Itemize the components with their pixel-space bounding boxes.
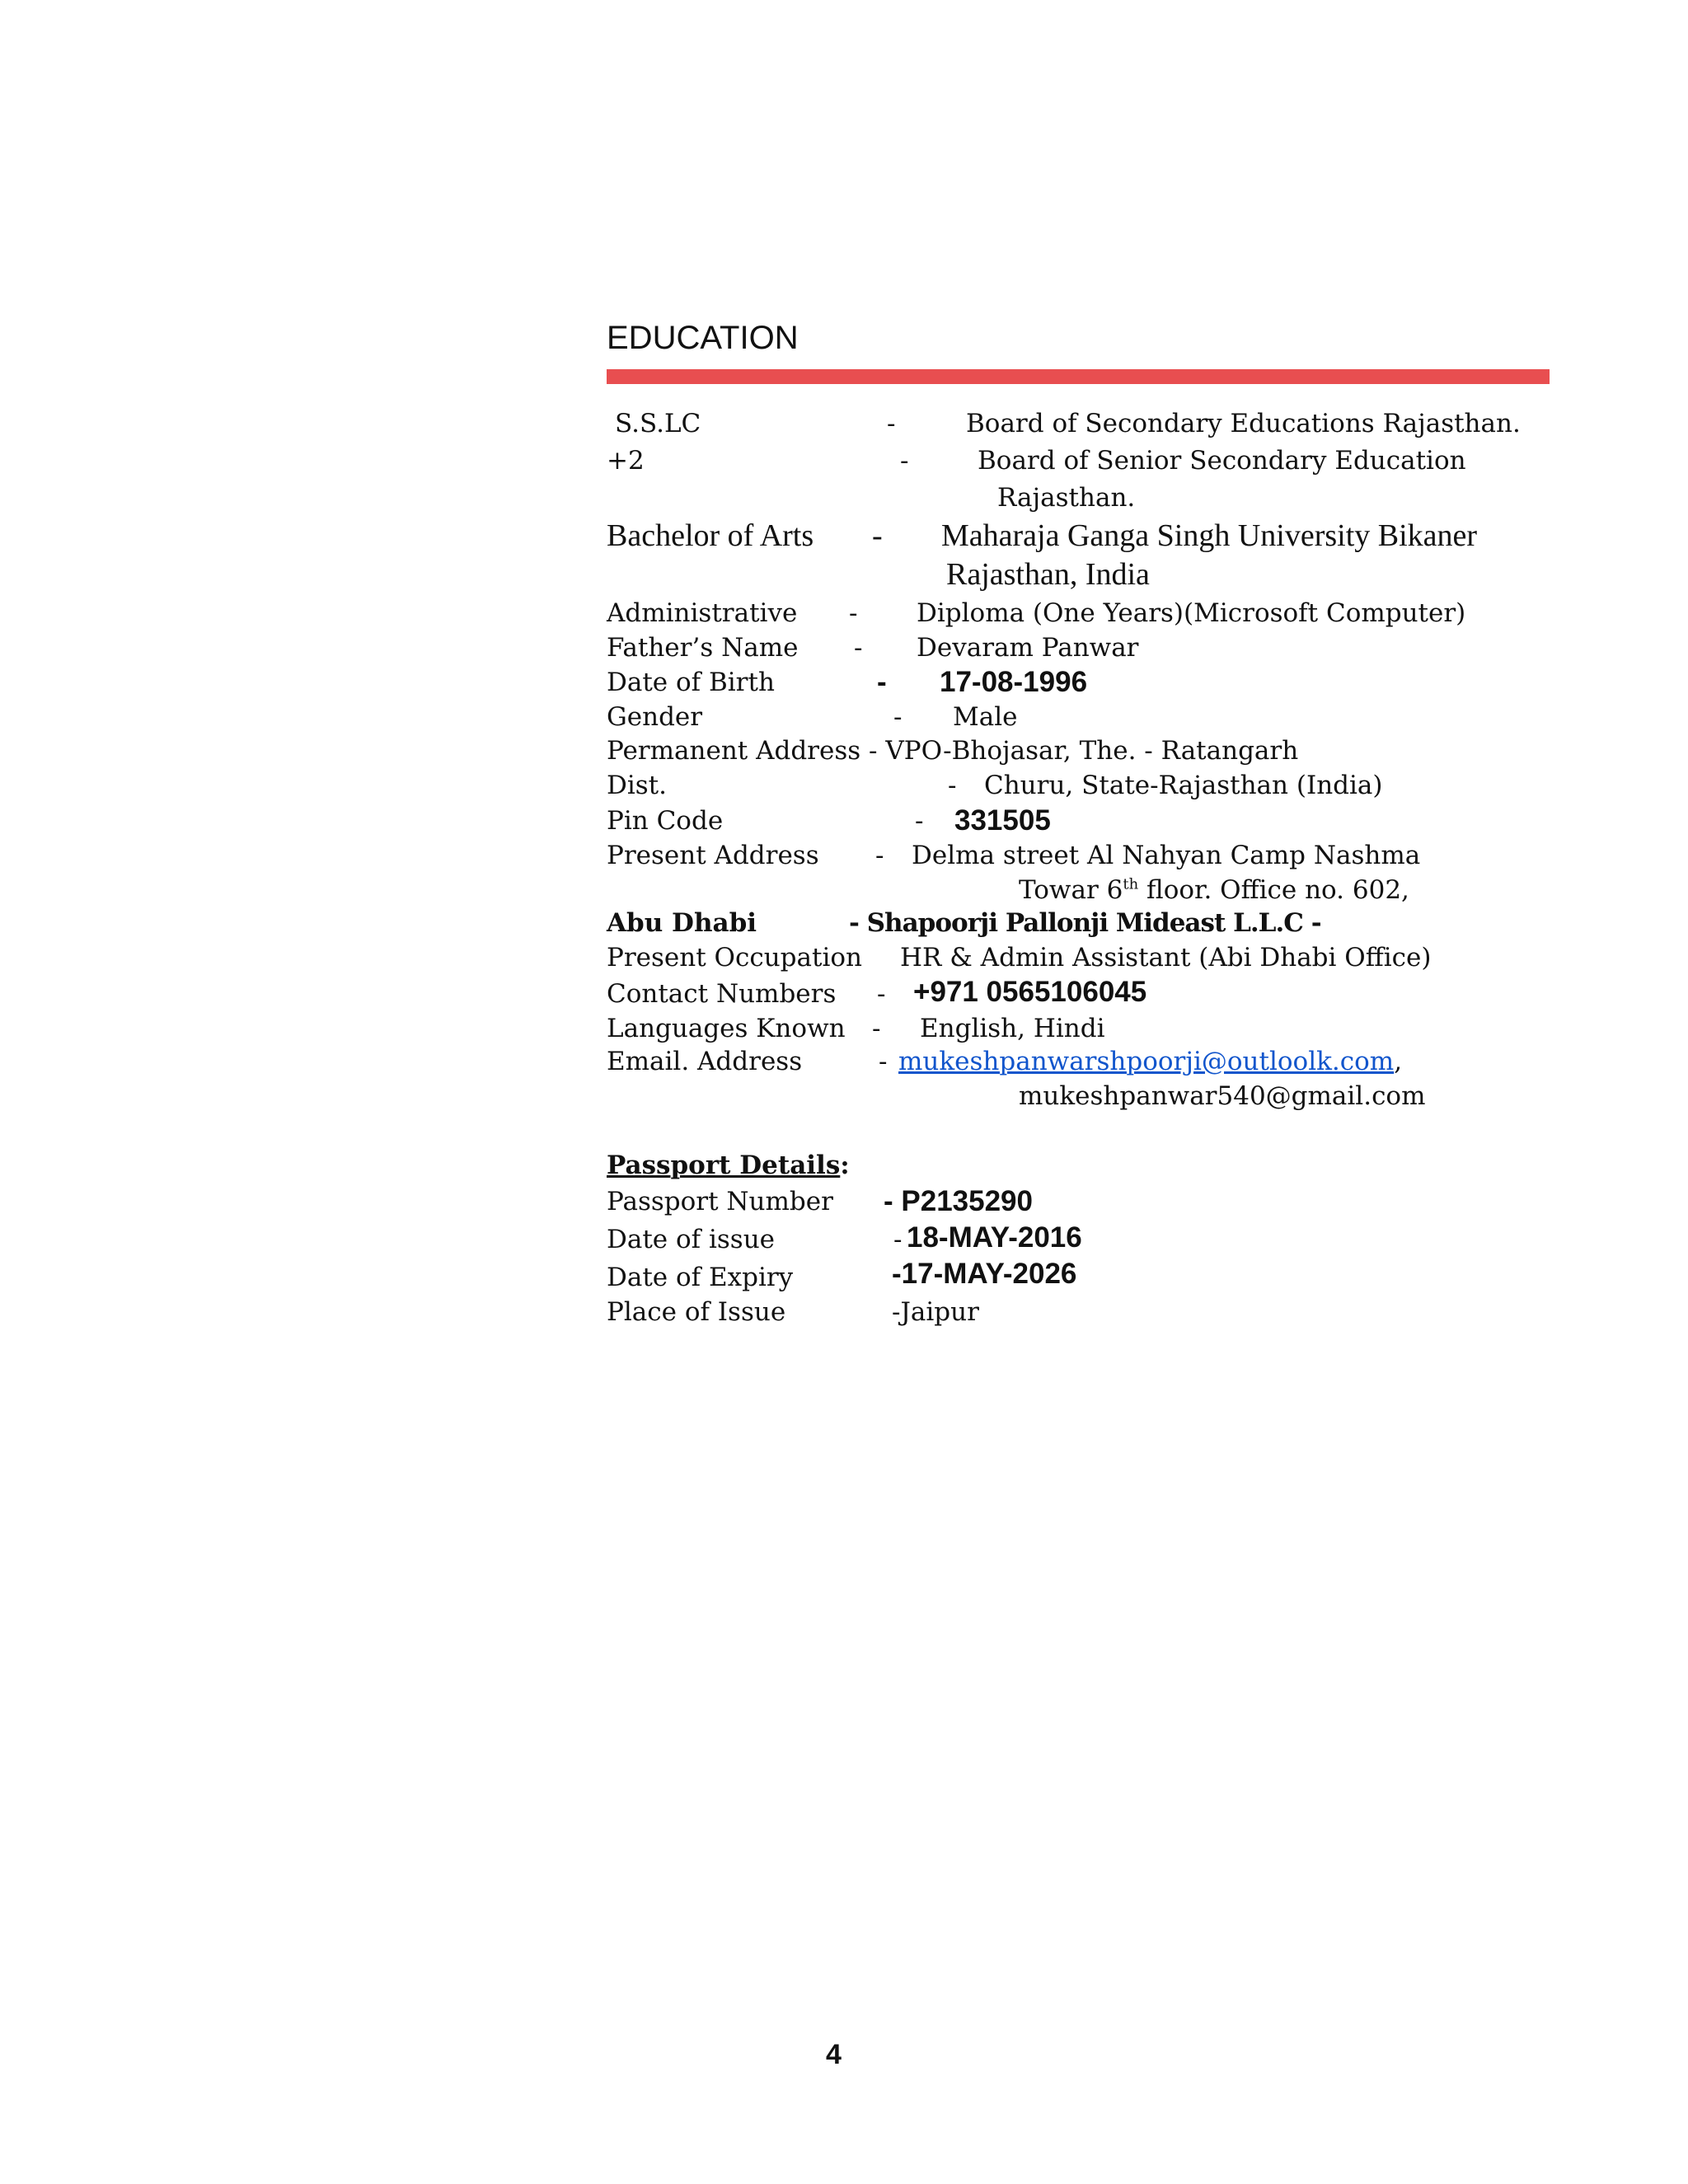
plus2-value: Board of Senior Secondary Education [978,446,1466,476]
passport-number-label: Passport Number [607,1187,833,1216]
contact-label: Contact Numbers [607,979,837,1009]
father-value: Devaram Panwar [917,633,1139,663]
email-label: Email. Address [607,1047,803,1076]
ba-label: Bachelor of Arts [607,518,814,553]
email-dash: - [879,1047,888,1076]
passport-number-value: - P2135290 [884,1185,1033,1217]
issue-value: 18-MAY-2016 [907,1221,1082,1254]
dist-label: Dist. [607,771,667,800]
languages-dash: - [872,1014,881,1043]
languages-label: Languages Known [607,1014,846,1043]
pin-value: 331505 [954,804,1051,837]
present-value: Delma street Al Nahyan Camp Nashma [912,841,1421,870]
permanent-value: - VPO-Bhojasar, The. - Ratangarh [869,736,1299,766]
contact-dash: - [877,979,886,1009]
dob-dash: - [877,666,887,698]
email-line1 [898,1047,1402,1076]
expiry-value: -17-MAY-2026 [892,1258,1077,1290]
gender-value: Male [953,702,1018,732]
gender-label: Gender [607,702,703,732]
email-comma: , [1394,1047,1403,1076]
occupation-label: Present Occupation [607,943,862,972]
father-dash: - [854,633,863,663]
dob-label: Date of Birth [607,668,775,697]
expiry-label: Date of Expiry [607,1263,794,1292]
dist-dash: - [948,771,957,800]
heading-accent-bar [607,369,1550,384]
pin-label: Pin Code [607,806,724,836]
present-dash: - [875,841,884,870]
issue-dash: - [893,1225,903,1254]
ba-dash: - [872,518,883,553]
abu-dhabi-label: Abu Dhabi [607,908,757,938]
ba-value-line2: Rajasthan, India [946,557,1150,592]
sslc-value: Board of Secondary Educations Rajasthan. [966,409,1521,438]
contact-value: +971 0565106045 [913,976,1147,1008]
ba-value: Maharaja Ganga Singh University Bikaner [941,518,1478,553]
admin-dash: - [849,598,858,628]
passport-title: Passport Details: [607,1151,850,1180]
place-label: Place of Issue [607,1297,786,1327]
permanent-label: Permanent Address [607,736,861,766]
abu-dhabi-value: - Shapoorji Pallonji Mideast L.L.C - [849,908,1321,938]
plus2-dash: - [900,446,909,476]
sslc-dash: - [887,409,896,438]
email-line2: mukeshpanwar540@gmail.com [1019,1081,1426,1111]
languages-value: English, Hindi [920,1014,1105,1043]
admin-value: Diploma (One Years)(Microsoft Computer) [917,598,1466,628]
admin-label: Administrative [607,598,798,628]
father-label: Father’s Name [607,633,799,663]
present-label: Present Address [607,841,819,870]
email-link[interactable]: mukeshpanwarshpoorji@outloolk.com [898,1047,1395,1076]
sslc-label: S.S.LC [615,409,701,438]
place-value: -Jaipur [892,1297,979,1327]
section-heading: EDUCATION [607,320,799,356]
pin-dash: - [915,806,924,836]
dist-value: Churu, State-Rajasthan (India) [984,771,1383,800]
page-number: 4 [826,2039,842,2070]
plus2-value-line2: Rajasthan. [997,483,1136,513]
gender-dash: - [893,702,903,732]
dob-value: 17-08-1996 [940,666,1088,698]
occupation-value: HR & Admin Assistant (Abi Dhabi Office) [900,943,1432,972]
issue-label: Date of issue [607,1225,776,1254]
present-value-line2: Towar 6th floor. Office no. 602, [1019,875,1409,905]
plus2-label: +2 [607,446,645,476]
